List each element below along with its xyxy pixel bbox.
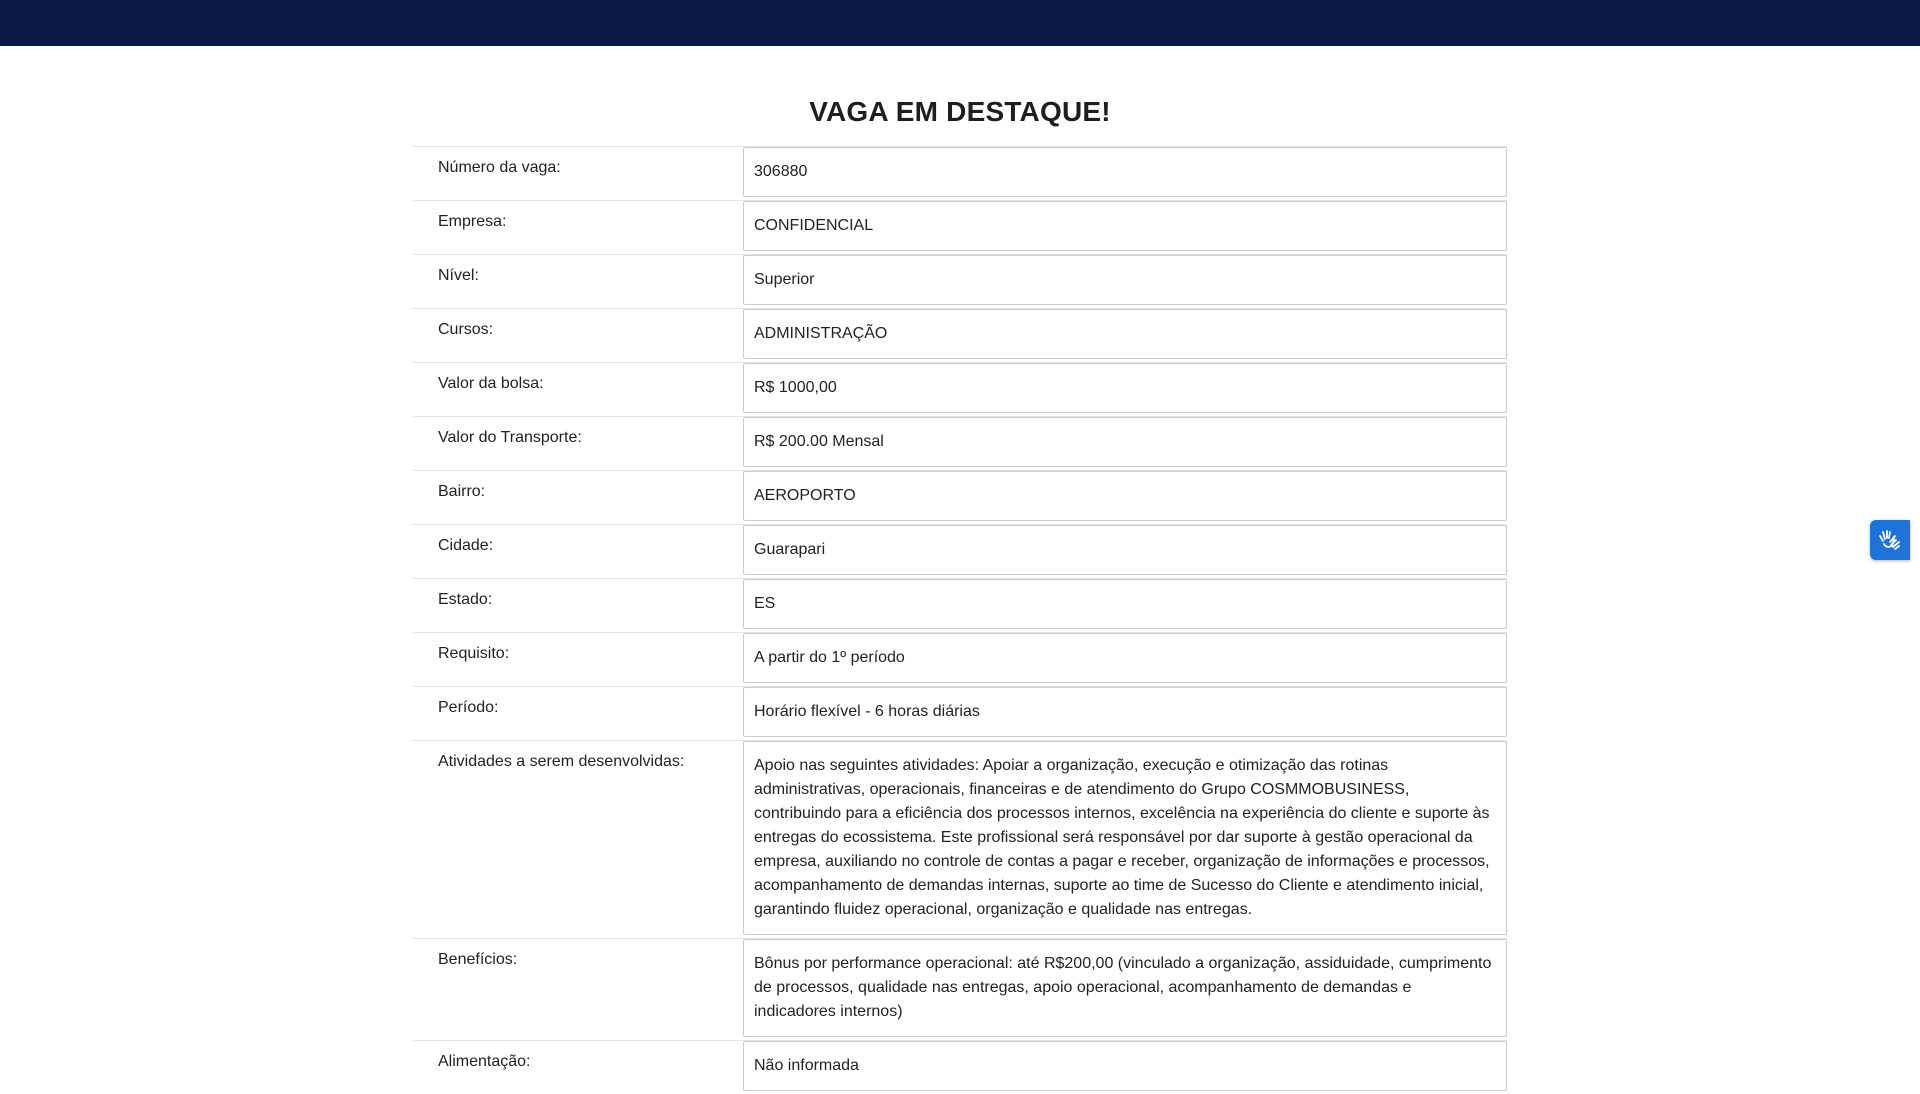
job-details-table: [413, 146, 1507, 1094]
field-label: Alimentação:: [438, 1053, 531, 1070]
field-value: A partir do 1º período: [743, 633, 1507, 683]
field-label: Bairro:: [438, 483, 486, 500]
field-row-valor-bolsa: [413, 362, 1507, 416]
field-value: ES: [743, 579, 1507, 629]
field-label: Empresa:: [438, 213, 507, 230]
field-value: Apoio nas seguintes atividades: Apoiar a organização, execução e otimização das rotinas administrativas, operacionais, financeiras e de atendimento do Grupo COSMMOBUSINESS, contribuindo para a eficiência dos processos internos, excelência na experiência do cliente e suporte às entregas do ecossistema. Este profissional será responsável por dar suporte à gestão operacional da empresa, auxiliando no controle de contas a pagar e receber, organização de informações e processos, acompanhamento de demandas internas, suporte ao time de Sucesso do Cliente e atendimento inicial, garantindo fluidez operacional, organização e qualidade nas entregas.: [743, 741, 1507, 935]
field-label: Número da vaga:: [438, 159, 561, 176]
field-row-periodo: [413, 686, 1507, 740]
sign-language-hands-icon: [1877, 527, 1903, 553]
field-label: Valor do Transporte:: [438, 429, 582, 446]
field-value: Guarapari: [743, 525, 1507, 575]
field-row-estado: [413, 578, 1507, 632]
field-label: Estado:: [438, 591, 493, 608]
field-value: Horário flexível - 6 horas diárias: [743, 687, 1507, 737]
field-row-requisito: [413, 632, 1507, 686]
field-row-cursos: [413, 308, 1507, 362]
field-value: R$ 200.00 Mensal: [743, 417, 1507, 467]
job-details-container: [413, 46, 1507, 1094]
field-row-valor-transporte: [413, 416, 1507, 470]
field-row-bairro: [413, 470, 1507, 524]
field-label: Benefícios:: [438, 951, 518, 968]
field-label: Atividades a serem desenvolvidas:: [438, 753, 685, 770]
field-value: Não informada: [743, 1041, 1507, 1091]
field-label: Requisito:: [438, 645, 510, 662]
field-label: Cidade:: [438, 537, 494, 554]
field-value: R$ 1000,00: [743, 363, 1507, 413]
field-value: 306880: [743, 147, 1507, 197]
field-row-beneficios: [413, 938, 1507, 1040]
field-value: ADMINISTRAÇÃO: [743, 309, 1507, 359]
field-row-empresa: [413, 200, 1507, 254]
field-label: Período:: [438, 699, 499, 716]
field-value: Bônus por performance operacional: até R$200,00 (vinculado a organização, assiduidade, cumprimento de processos, qualidade nas entregas, apoio operacional, acompanhamento de demandas e indicadores internos): [743, 939, 1507, 1037]
field-row-nivel: [413, 254, 1507, 308]
field-value: Superior: [743, 255, 1507, 305]
page-title: VAGA EM DESTAQUE!: [809, 96, 1111, 127]
field-label: Nível:: [438, 267, 479, 284]
field-value: AEROPORTO: [743, 471, 1507, 521]
field-label: Cursos:: [438, 321, 494, 338]
field-row-cidade: [413, 524, 1507, 578]
field-row-numero-vaga: [413, 146, 1507, 200]
field-label: Valor da bolsa:: [438, 375, 544, 392]
field-row-alimentacao: [413, 1040, 1507, 1094]
sign-language-accessibility-button[interactable]: [1870, 520, 1910, 560]
top-navigation-bar: [0, 0, 1920, 46]
field-value: CONFIDENCIAL: [743, 201, 1507, 251]
field-row-atividades: [413, 740, 1507, 938]
